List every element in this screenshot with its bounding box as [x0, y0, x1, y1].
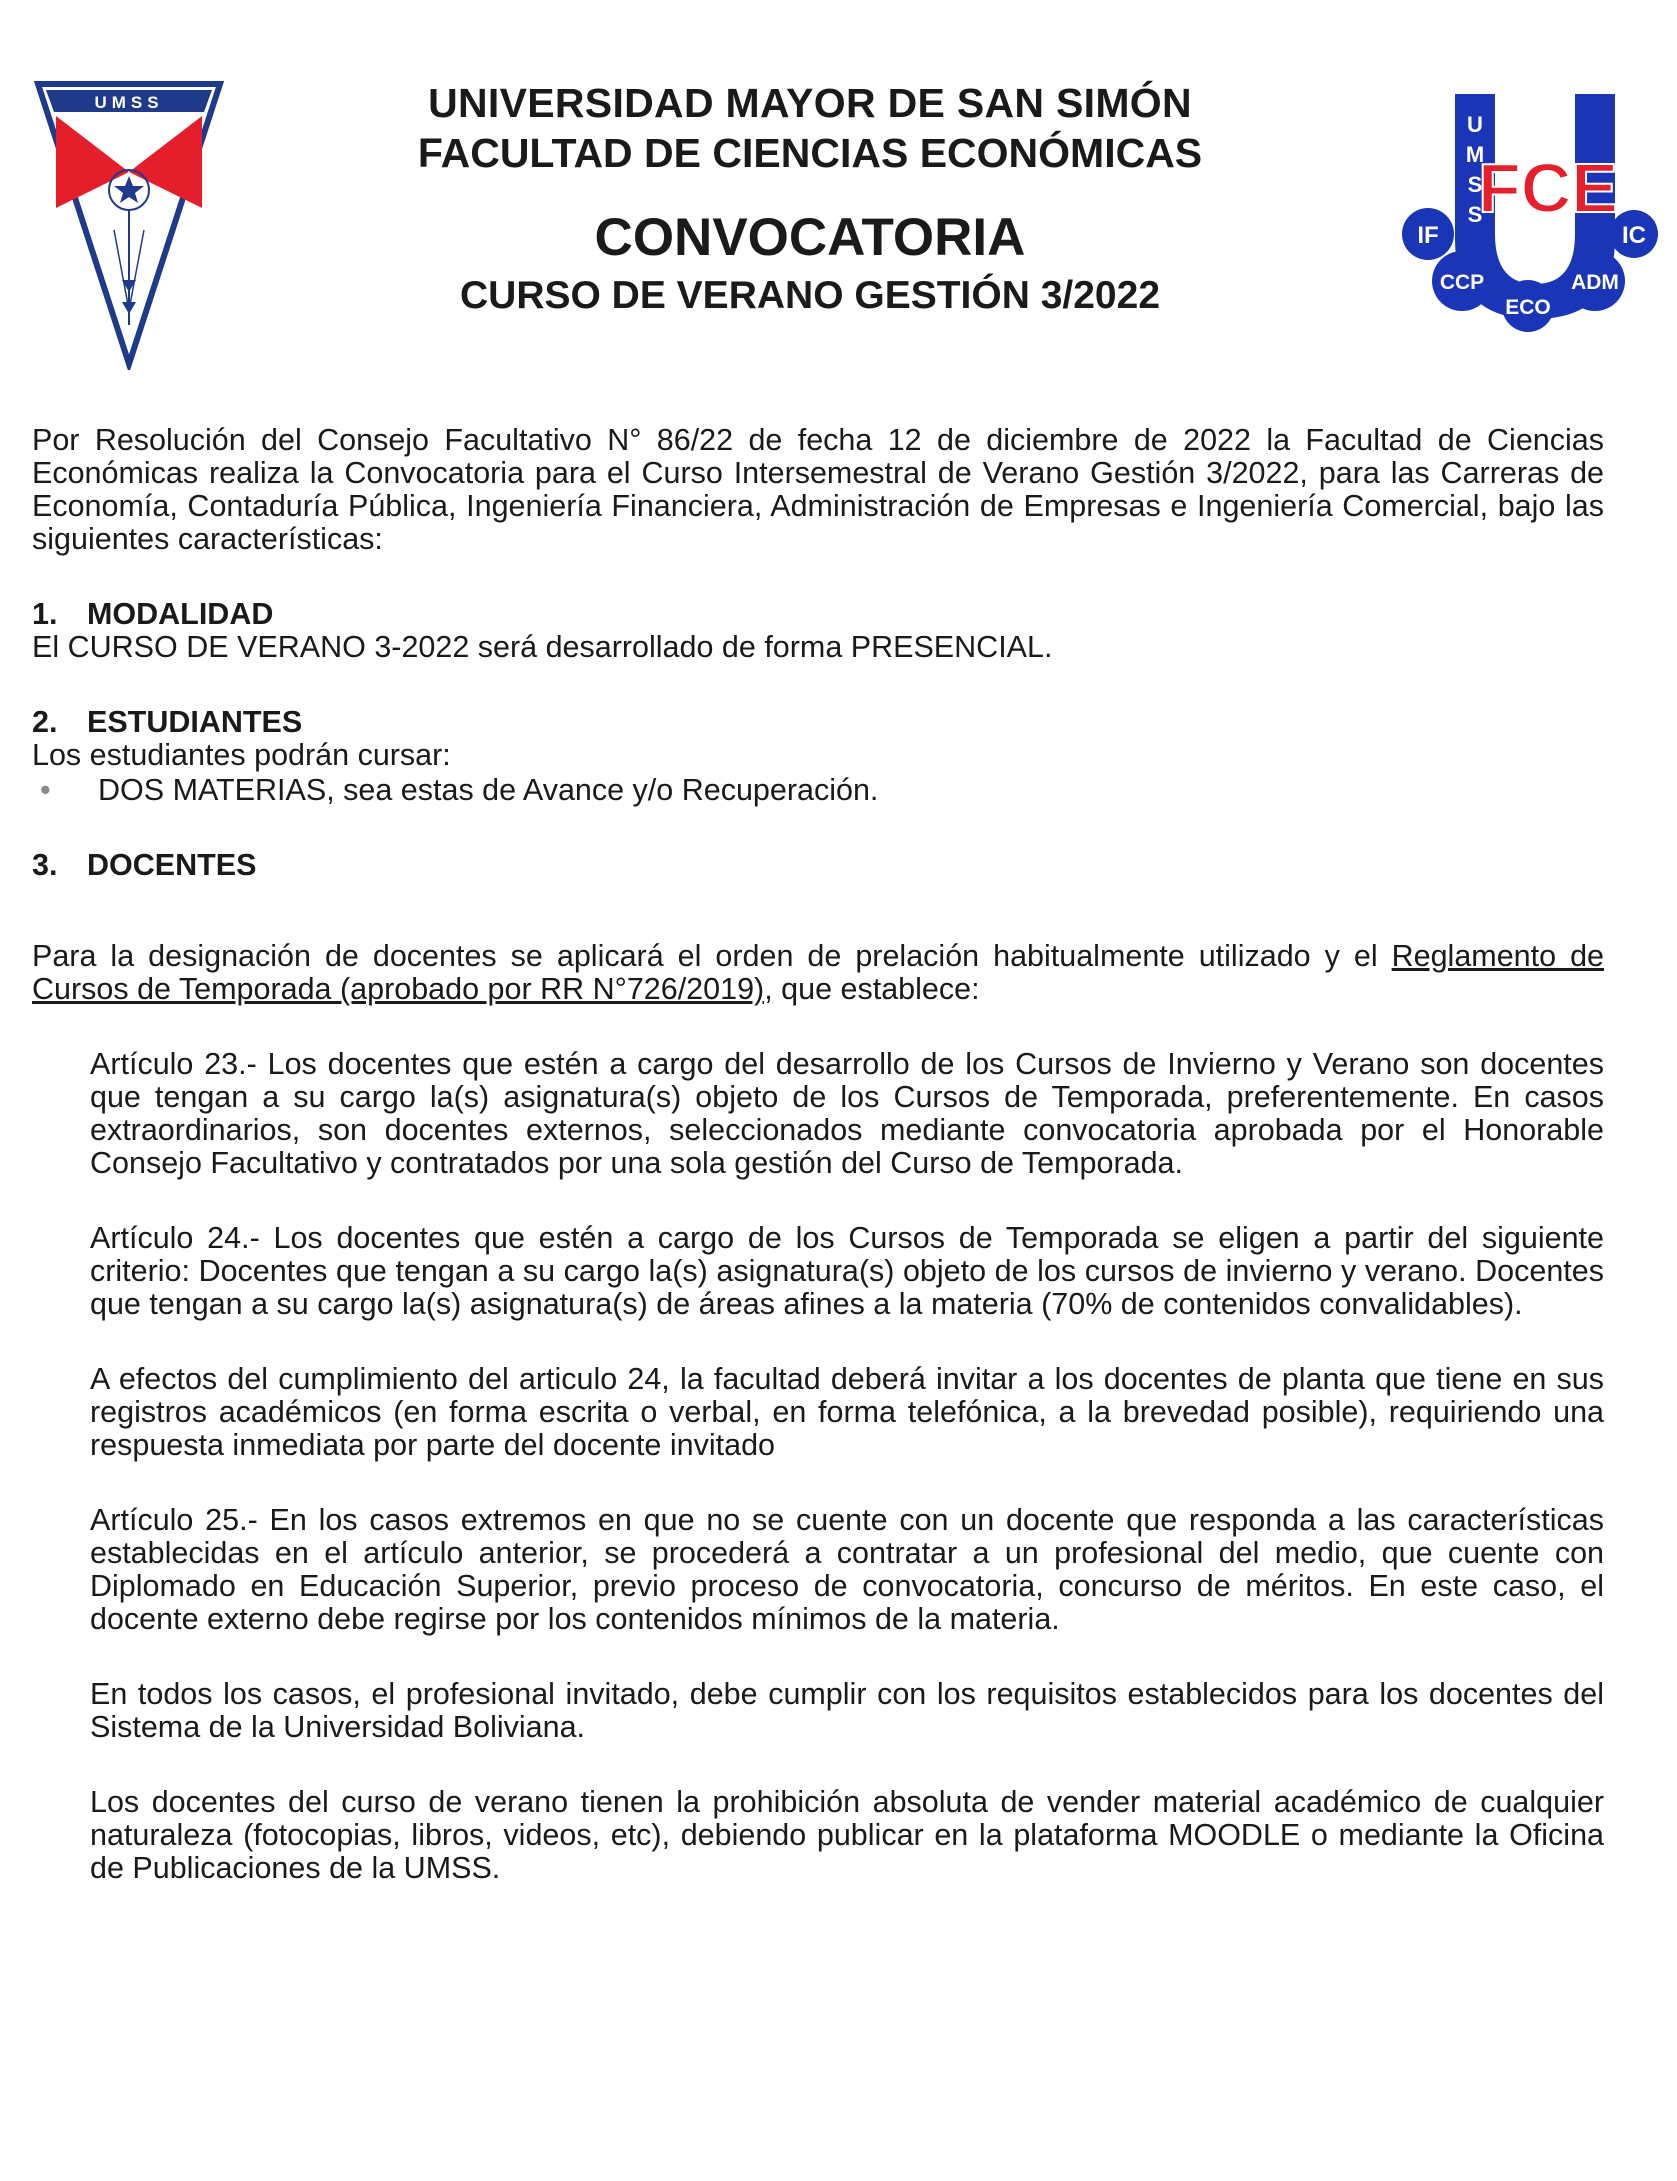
page-title: CONVOCATORIA [594, 208, 1026, 267]
section-title: ESTUDIANTES [87, 705, 303, 739]
section-number: 2. [32, 705, 58, 739]
faculty-name: FACULTAD DE CIENCIAS ECONÓMICAS [417, 130, 1203, 176]
article-23: Artículo 23.- Los docentes que estén a cargo del desarrollo de los Cursos de Invierno y Verano son docentes que tengan a su cargo la(s) asignatura(s) objeto de los Cursos de Temporada, preferentemente. En casos extraordinarios, son docentes externos, seleccionados mediante convocatoria aprobada por el Honorable Consejo Facultativo y contratados por una sola gestión del Curso de Temporada. [90, 1047, 1604, 1180]
section-title: DOCENTES [87, 848, 257, 882]
fce-badge-if: IF [1417, 222, 1439, 249]
fce-logo-fce: FCE [1478, 149, 1618, 227]
umss-logo [34, 80, 224, 370]
section-heading-modalidad [32, 598, 1604, 631]
bullet-icon: • [40, 773, 51, 807]
docentes-tail: que establece: [772, 972, 980, 1006]
bullet-text: DOS MATERIAS, sea estas de Avance y/o Recuperación. [98, 773, 879, 807]
fce-badge-eco: ECO [1505, 296, 1551, 319]
document-body [32, 424, 1604, 1885]
fce-logo-letter-s2: S [1467, 202, 1483, 227]
fce-logo [1400, 84, 1660, 334]
intro-paragraph: Por Resolución del Consejo Facultativo N° 86/22 de fecha 12 de diciembre de 2022 la Facultad de Ciencias Económicas realiza la Convocatoria para el Curso Intersemestral de Verano Gestión 3/2022, para las Carreras de Economía, Contaduría Pública, Ingeniería Financiera, Administración de Empresas e Ingeniería Comercial, bajo las siguientes características: [32, 423, 1604, 556]
list-item [32, 774, 1604, 807]
fce-logo-letter-u: U [1467, 112, 1483, 137]
prohibition-paragraph: Los docentes del curso de verano tienen la prohibición absoluta de vender material académico de cualquier naturaleza (fotocopias, libros, videos, etc), debiendo publicar en la plataforma MOODLE o mediante la Oficina de Publicaciones de la UMSS. [90, 1785, 1604, 1885]
fce-badge-adm: ADM [1571, 271, 1619, 294]
fce-badge-ccp: CCP [1439, 271, 1485, 294]
reglamento-reference: Reglamento de Cursos de Temporada (aprobado por RR N°726/2019), [32, 939, 1604, 1006]
docentes-intro [32, 940, 1604, 1006]
modalidad-text: El CURSO DE VERANO 3-2022 será desarrollado de forma PRESENCIAL. [32, 630, 1053, 664]
fce-logo-letter-s1: S [1467, 172, 1483, 197]
articles-block [32, 1048, 1604, 1885]
umss-logo-text: UMSS [94, 93, 164, 112]
fce-badge-ic: IC [1622, 222, 1646, 249]
section-heading-estudiantes [32, 706, 1604, 739]
article-24-note: A efectos del cumplimiento del articulo 24, la facultad deberá invitar a los docentes de planta que tiene en sus registros académicos (en forma escrita o verbal, en forma telefónica, a la brevedad posible), requiriendo una respuesta inmediata por parte del docente invitado [90, 1362, 1604, 1462]
page-subtitle: CURSO DE VERANO GESTIÓN 3/2022 [459, 274, 1161, 317]
section-number: 1. [32, 597, 58, 631]
requirements-paragraph: En todos los casos, el profesional invitado, debe cumplir con los requisitos establecidos para los docentes del Sistema de la Universidad Boliviana. [90, 1677, 1604, 1744]
article-25: Artículo 25.- En los casos extremos en que no se cuente con un docente que responda a las características establecidas en el artículo anterior, se procederá a contratar a un profesional del medio, que cuente con Diplomado en Educación Superior, previo proceso de convocatoria, concurso de méritos. En este caso, el docente externo debe regirse por los contenidos mínimos de la materia. [90, 1503, 1604, 1636]
section-number: 3. [32, 848, 58, 882]
section-heading-docentes [32, 849, 1604, 882]
university-name: UNIVERSIDAD MAYOR DE SAN SIMÓN [428, 80, 1192, 126]
fce-logo-letter-m: M [1465, 142, 1485, 167]
section-title: MODALIDAD [87, 597, 274, 631]
estudiantes-text: Los estudiantes podrán cursar: [32, 738, 451, 772]
article-24: Artículo 24.- Los docentes que estén a cargo de los Cursos de Temporada se eligen a partir del siguiente criterio: Docentes que tengan a su cargo la(s) asignatura(s) objeto de los cursos de invierno y verano. Docentes que tengan a su cargo la(s) asignatura(s) de áreas afines a la materia (70% de contenidos convalidables). [90, 1221, 1604, 1321]
docentes-lead: Para la designación de docentes se aplicará el orden de prelación habitualmente utilizado y el [32, 939, 1392, 973]
document-header [300, 78, 1320, 320]
